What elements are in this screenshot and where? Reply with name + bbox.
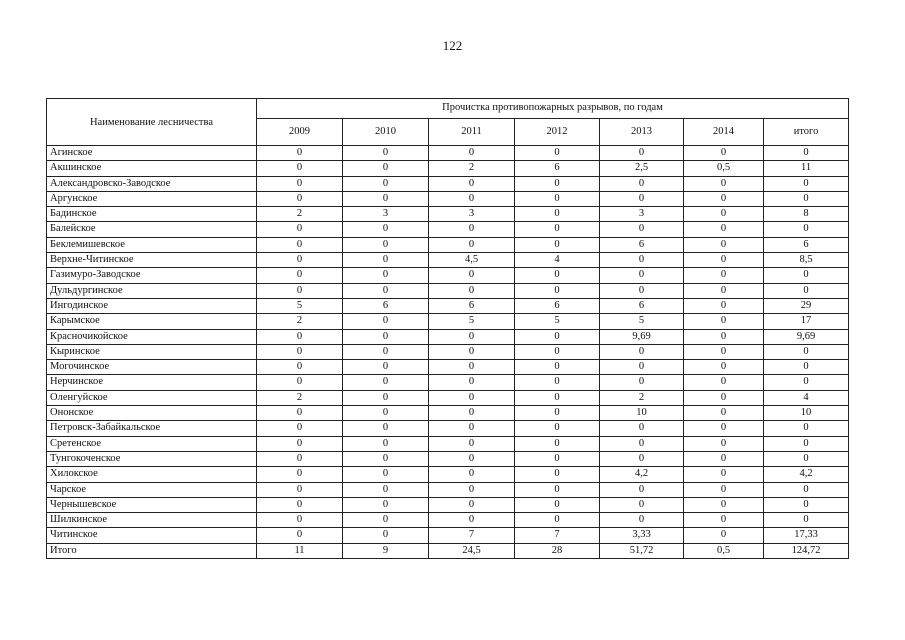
row-total-cell: 10 <box>764 406 849 421</box>
year-value-cell: 0 <box>600 283 684 298</box>
total-row <box>47 543 849 558</box>
year-value-cell: 0 <box>343 146 429 161</box>
table-row <box>47 207 849 222</box>
row-total-cell: 0 <box>764 222 849 237</box>
year-value-cell: 51,72 <box>600 543 684 558</box>
year-value-cell: 0 <box>684 191 764 206</box>
forestry-name-cell: Шилкинское <box>47 513 257 528</box>
year-value-cell: 3 <box>600 207 684 222</box>
table-row <box>47 268 849 283</box>
year-value-cell: 0 <box>515 482 600 497</box>
year-value-cell: 0 <box>515 176 600 191</box>
forestry-name-cell: Ингодинское <box>47 298 257 313</box>
row-total-cell: 8 <box>764 207 849 222</box>
year-value-cell: 0 <box>343 283 429 298</box>
year-value-cell: 0 <box>429 176 515 191</box>
year-value-cell: 0 <box>600 375 684 390</box>
row-total-cell: 0 <box>764 268 849 283</box>
forestry-name-cell: Красночикойское <box>47 329 257 344</box>
row-total-cell: 4,2 <box>764 467 849 482</box>
year-value-cell: 0 <box>257 222 343 237</box>
year-value-cell: 0 <box>343 329 429 344</box>
year-value-cell: 0 <box>343 421 429 436</box>
year-value-cell: 6 <box>600 237 684 252</box>
year-value-cell: 0 <box>343 467 429 482</box>
year-value-cell: 0 <box>684 344 764 359</box>
year-value-cell: 9 <box>343 543 429 558</box>
year-value-cell: 0 <box>343 528 429 543</box>
year-value-cell: 0 <box>257 161 343 176</box>
forestry-name-cell: Бадинское <box>47 207 257 222</box>
year-value-cell: 0 <box>600 344 684 359</box>
year-value-cell: 0 <box>343 513 429 528</box>
year-value-cell: 0 <box>600 451 684 466</box>
year-value-cell: 0 <box>429 406 515 421</box>
year-value-cell: 2,5 <box>600 161 684 176</box>
year-value-cell: 0 <box>515 360 600 375</box>
year-value-cell: 0 <box>684 390 764 405</box>
year-value-cell: 0 <box>684 467 764 482</box>
year-value-cell: 0 <box>515 283 600 298</box>
year-value-cell: 0 <box>429 482 515 497</box>
page-number: 122 <box>442 38 463 53</box>
year-value-cell: 11 <box>257 543 343 558</box>
year-value-cell: 0 <box>257 268 343 283</box>
year-value-cell: 0 <box>600 191 684 206</box>
year-value-cell: 0 <box>684 314 764 329</box>
year-value-cell: 0,5 <box>684 161 764 176</box>
year-value-cell: 0 <box>343 451 429 466</box>
forestry-name-cell: Акшинское <box>47 161 257 176</box>
row-total-cell: 9,69 <box>764 329 849 344</box>
year-value-cell: 0 <box>515 344 600 359</box>
row-total-cell: 17 <box>764 314 849 329</box>
forestry-name-cell: Балейское <box>47 222 257 237</box>
year-value-cell: 5 <box>257 298 343 313</box>
table-row <box>47 253 849 268</box>
table-row <box>47 528 849 543</box>
year-value-cell: 24,5 <box>429 543 515 558</box>
table-row <box>47 283 849 298</box>
forestry-name-cell: Оленгуйское <box>47 390 257 405</box>
year-value-cell: 0 <box>429 222 515 237</box>
year-value-cell: 0 <box>257 497 343 512</box>
year-value-cell: 0 <box>429 237 515 252</box>
year-value-cell: 0 <box>684 268 764 283</box>
year-value-cell: 0 <box>684 451 764 466</box>
year-value-cell: 0 <box>684 528 764 543</box>
year-value-cell: 0 <box>600 421 684 436</box>
table-row <box>47 191 849 206</box>
table-row <box>47 467 849 482</box>
year-value-cell: 0 <box>600 222 684 237</box>
year-header: 2011 <box>429 119 515 146</box>
table-row <box>47 222 849 237</box>
row-total-cell: 0 <box>764 482 849 497</box>
year-value-cell: 2 <box>429 161 515 176</box>
table-row <box>47 406 849 421</box>
year-value-cell: 5 <box>600 314 684 329</box>
year-value-cell: 0 <box>257 467 343 482</box>
year-value-cell: 0 <box>684 421 764 436</box>
row-total-cell: 0 <box>764 436 849 451</box>
year-value-cell: 0 <box>343 314 429 329</box>
row-total-cell: 0 <box>764 451 849 466</box>
year-value-cell: 7 <box>429 528 515 543</box>
year-value-cell: 3 <box>429 207 515 222</box>
year-value-cell: 0 <box>684 375 764 390</box>
forestry-name-cell: Ононское <box>47 406 257 421</box>
year-value-cell: 0 <box>429 329 515 344</box>
year-value-cell: 0 <box>257 375 343 390</box>
table-row <box>47 314 849 329</box>
year-value-cell: 6 <box>343 298 429 313</box>
year-header: 2010 <box>343 119 429 146</box>
year-value-cell: 0 <box>684 513 764 528</box>
row-total-cell: 6 <box>764 237 849 252</box>
year-value-cell: 7 <box>515 528 600 543</box>
year-value-cell: 0 <box>257 421 343 436</box>
table-row <box>47 329 849 344</box>
year-value-cell: 0 <box>257 436 343 451</box>
year-value-cell: 0 <box>257 451 343 466</box>
year-value-cell: 0 <box>429 375 515 390</box>
year-value-cell: 0 <box>257 528 343 543</box>
year-value-cell: 0 <box>257 482 343 497</box>
year-value-cell: 0 <box>429 467 515 482</box>
table-row <box>47 161 849 176</box>
forestry-name-cell: Беклемишевское <box>47 237 257 252</box>
year-value-cell: 0 <box>343 406 429 421</box>
forestry-name-cell: Сретенское <box>47 436 257 451</box>
year-value-cell: 0 <box>684 283 764 298</box>
year-header: 2012 <box>515 119 600 146</box>
year-value-cell: 28 <box>515 543 600 558</box>
year-value-cell: 0 <box>515 390 600 405</box>
year-value-cell: 5 <box>429 314 515 329</box>
year-value-cell: 0 <box>515 237 600 252</box>
forestry-name-cell: Аргунское <box>47 191 257 206</box>
year-value-cell: 2 <box>257 390 343 405</box>
table-row <box>47 237 849 252</box>
year-value-cell: 0 <box>515 375 600 390</box>
year-value-cell: 2 <box>257 314 343 329</box>
table-row <box>47 375 849 390</box>
year-value-cell: 0 <box>684 406 764 421</box>
forestry-name-cell: Дульдургинское <box>47 283 257 298</box>
year-header: 2013 <box>600 119 684 146</box>
year-value-cell: 0 <box>343 222 429 237</box>
year-value-cell: 0 <box>515 436 600 451</box>
year-value-cell: 0 <box>257 513 343 528</box>
year-value-cell: 6 <box>600 298 684 313</box>
year-value-cell: 0 <box>515 207 600 222</box>
year-value-cell: 0 <box>343 360 429 375</box>
year-value-cell: 0 <box>684 253 764 268</box>
year-value-cell: 0 <box>343 344 429 359</box>
year-value-cell: 0 <box>257 237 343 252</box>
table-row <box>47 146 849 161</box>
year-value-cell: 0 <box>684 222 764 237</box>
year-header: 2014 <box>684 119 764 146</box>
forestry-name-cell: Итого <box>47 543 257 558</box>
table-row <box>47 360 849 375</box>
row-total-cell: 0 <box>764 497 849 512</box>
year-value-cell: 0 <box>257 176 343 191</box>
row-total-cell: 4 <box>764 390 849 405</box>
table-row <box>47 451 849 466</box>
year-value-cell: 0 <box>343 176 429 191</box>
year-value-cell: 2 <box>257 207 343 222</box>
row-total-cell: 0 <box>764 146 849 161</box>
year-value-cell: 0 <box>343 375 429 390</box>
year-value-cell: 0 <box>515 451 600 466</box>
year-value-cell: 0 <box>684 298 764 313</box>
year-value-cell: 0 <box>684 497 764 512</box>
forestry-name-header: Наименование лесничества <box>47 99 257 146</box>
row-total-cell: 0 <box>764 513 849 528</box>
year-value-cell: 0 <box>429 191 515 206</box>
row-total-cell: 17,33 <box>764 528 849 543</box>
year-header: 2009 <box>257 119 343 146</box>
year-value-cell: 0 <box>515 497 600 512</box>
year-value-cell: 0 <box>257 406 343 421</box>
year-value-cell: 0 <box>515 421 600 436</box>
year-value-cell: 4 <box>515 253 600 268</box>
year-value-cell: 0 <box>257 360 343 375</box>
year-value-cell: 0 <box>515 191 600 206</box>
forestry-name-cell: Чарское <box>47 482 257 497</box>
year-value-cell: 0 <box>600 146 684 161</box>
row-total-cell: 124,72 <box>764 543 849 558</box>
row-total-cell: 0 <box>764 375 849 390</box>
year-value-cell: 0 <box>515 329 600 344</box>
year-value-cell: 0 <box>684 237 764 252</box>
table-row <box>47 344 849 359</box>
year-value-cell: 0 <box>600 497 684 512</box>
row-total-cell: 0 <box>764 283 849 298</box>
year-value-cell: 4,2 <box>600 467 684 482</box>
year-value-cell: 0 <box>343 268 429 283</box>
year-value-cell: 6 <box>429 298 515 313</box>
year-value-cell: 0 <box>343 482 429 497</box>
row-total-cell: 0 <box>764 176 849 191</box>
forestry-name-cell: Александровско-Заводское <box>47 176 257 191</box>
year-value-cell: 0 <box>257 191 343 206</box>
year-value-cell: 0 <box>515 406 600 421</box>
row-total-cell: 0 <box>764 360 849 375</box>
row-total-cell: 0 <box>764 344 849 359</box>
year-value-cell: 0 <box>429 421 515 436</box>
forestry-name-cell: Могочинское <box>47 360 257 375</box>
row-total-cell: 29 <box>764 298 849 313</box>
table-row <box>47 436 849 451</box>
row-total-cell: 0 <box>764 421 849 436</box>
forestry-name-cell: Верхне-Читинское <box>47 253 257 268</box>
year-value-cell: 0 <box>429 146 515 161</box>
year-value-cell: 0 <box>684 482 764 497</box>
year-value-cell: 0 <box>343 161 429 176</box>
year-value-cell: 10 <box>600 406 684 421</box>
forestry-name-cell: Карымское <box>47 314 257 329</box>
year-value-cell: 0 <box>600 176 684 191</box>
year-value-cell: 0 <box>515 268 600 283</box>
forestry-name-cell: Хилокское <box>47 467 257 482</box>
year-value-cell: 9,69 <box>600 329 684 344</box>
year-value-cell: 0 <box>600 253 684 268</box>
year-value-cell: 4,5 <box>429 253 515 268</box>
forestry-name-cell: Тунгокоченское <box>47 451 257 466</box>
table-row <box>47 513 849 528</box>
forestry-name-cell: Газимуро-Заводское <box>47 268 257 283</box>
table-row <box>47 298 849 313</box>
year-value-cell: 0 <box>343 436 429 451</box>
year-value-cell: 3,33 <box>600 528 684 543</box>
forestry-name-cell: Петровск-Забайкальское <box>47 421 257 436</box>
year-value-cell: 0 <box>343 191 429 206</box>
year-value-cell: 3 <box>343 207 429 222</box>
year-value-cell: 0 <box>600 513 684 528</box>
year-value-cell: 0 <box>429 497 515 512</box>
year-value-cell: 0 <box>257 283 343 298</box>
year-value-cell: 0 <box>600 436 684 451</box>
year-value-cell: 6 <box>515 298 600 313</box>
year-value-cell: 0 <box>429 344 515 359</box>
year-value-cell: 0 <box>257 253 343 268</box>
year-value-cell: 0 <box>515 513 600 528</box>
year-value-cell: 0 <box>515 222 600 237</box>
table-row <box>47 421 849 436</box>
year-value-cell: 0 <box>684 207 764 222</box>
year-value-cell: 6 <box>515 161 600 176</box>
year-header: итого <box>764 119 849 146</box>
year-value-cell: 0 <box>600 482 684 497</box>
forestry-name-cell: Кыринское <box>47 344 257 359</box>
year-value-cell: 0 <box>343 390 429 405</box>
year-value-cell: 0 <box>429 283 515 298</box>
year-value-cell: 0 <box>429 451 515 466</box>
year-value-cell: 0 <box>429 436 515 451</box>
table-row <box>47 390 849 405</box>
year-value-cell: 0 <box>429 390 515 405</box>
year-value-cell: 0 <box>257 146 343 161</box>
year-value-cell: 0 <box>429 268 515 283</box>
year-value-cell: 0 <box>257 344 343 359</box>
year-value-cell: 0 <box>684 176 764 191</box>
year-value-cell: 2 <box>600 390 684 405</box>
year-value-cell: 0 <box>600 360 684 375</box>
forestry-name-cell: Читинское <box>47 528 257 543</box>
year-value-cell: 0 <box>343 237 429 252</box>
firebreak-clearing-table <box>46 98 849 559</box>
forestry-name-cell: Агинское <box>47 146 257 161</box>
year-value-cell: 0 <box>684 146 764 161</box>
row-total-cell: 8,5 <box>764 253 849 268</box>
year-value-cell: 5 <box>515 314 600 329</box>
year-value-cell: 0 <box>429 360 515 375</box>
year-value-cell: 0 <box>684 329 764 344</box>
forestry-name-cell: Чернышевское <box>47 497 257 512</box>
year-value-cell: 0 <box>684 436 764 451</box>
row-total-cell: 0 <box>764 191 849 206</box>
row-total-cell: 11 <box>764 161 849 176</box>
group-header: Прочистка противопожарных разрывов, по годам <box>257 99 849 119</box>
year-value-cell: 0 <box>515 146 600 161</box>
year-value-cell: 0 <box>429 513 515 528</box>
year-value-cell: 0 <box>600 268 684 283</box>
year-value-cell: 0 <box>257 329 343 344</box>
table-row <box>47 497 849 512</box>
year-value-cell: 0,5 <box>684 543 764 558</box>
table-row <box>47 176 849 191</box>
year-value-cell: 0 <box>343 497 429 512</box>
forestry-name-cell: Нерчинское <box>47 375 257 390</box>
table-row <box>47 482 849 497</box>
year-value-cell: 0 <box>515 467 600 482</box>
year-value-cell: 0 <box>343 253 429 268</box>
year-value-cell: 0 <box>684 360 764 375</box>
